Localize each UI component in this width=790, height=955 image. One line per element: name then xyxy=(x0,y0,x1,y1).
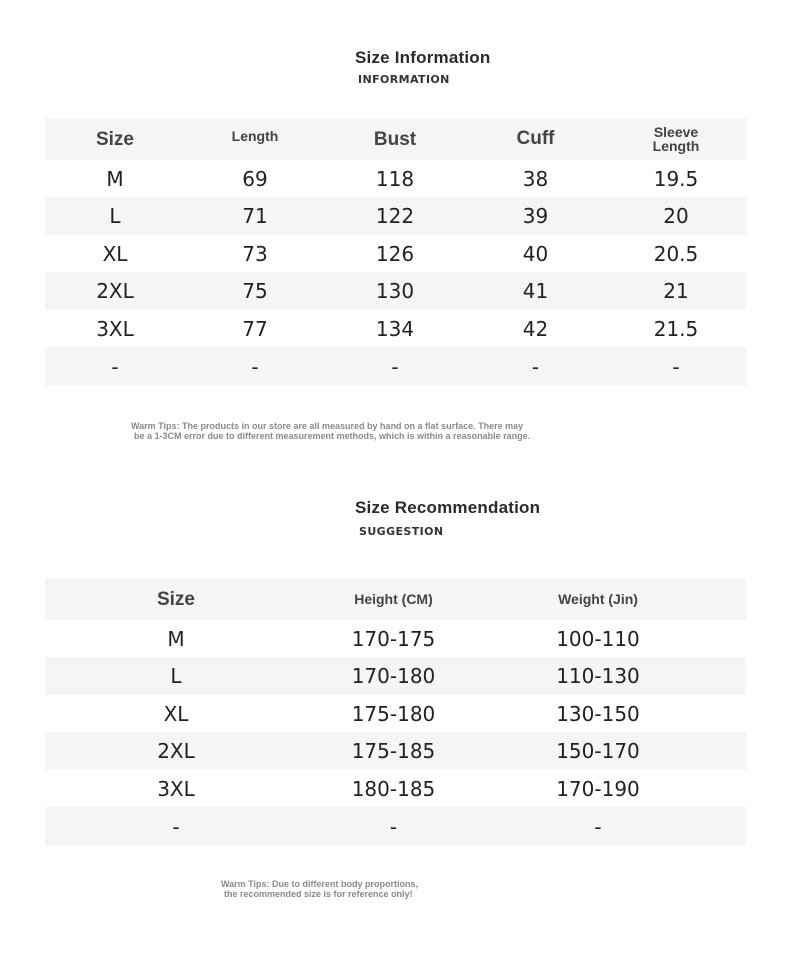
table-cell: 175-180 xyxy=(351,701,436,726)
table-cell: 2XL xyxy=(45,732,307,770)
header-size: Size xyxy=(45,578,307,620)
table-header-row xyxy=(45,578,746,620)
table-cell: - xyxy=(307,807,480,846)
table-cell: 180-185 xyxy=(351,776,436,801)
table-cell: 41 xyxy=(465,272,606,310)
table-row xyxy=(45,807,746,846)
table-cell: 3XL xyxy=(157,776,195,801)
table-cell: 170-190 xyxy=(556,776,640,801)
size-info-subtitle: INFORMATION xyxy=(358,73,450,86)
table-row xyxy=(45,160,746,197)
table-cell: - xyxy=(185,347,325,386)
table-cell: 175-185 xyxy=(307,732,480,770)
table-row xyxy=(45,770,746,807)
table-cell: 77 xyxy=(242,316,268,341)
table-row xyxy=(45,657,746,695)
table-cell: - xyxy=(45,347,185,386)
header-sleeve-length: Sleeve Length xyxy=(606,118,746,160)
table-cell: 19.5 xyxy=(653,166,699,191)
table-cell: 21 xyxy=(606,272,746,310)
table-cell: 73 xyxy=(242,241,268,266)
header-bust: Bust xyxy=(325,118,465,160)
table-cell: 3XL xyxy=(96,316,134,341)
table-cell: 75 xyxy=(185,272,325,310)
table-cell: 170-180 xyxy=(307,657,480,695)
size-info-title: Size Information xyxy=(355,48,491,67)
table-row xyxy=(45,272,746,310)
size-rec-subtitle: SUGGESTION xyxy=(359,525,444,538)
size-info-table xyxy=(45,118,746,386)
table-cell: 39 xyxy=(465,197,606,235)
table-cell: M xyxy=(167,626,185,651)
table-cell: - xyxy=(325,347,465,386)
table-cell: 134 xyxy=(375,316,415,341)
size-rec-title: Size Recommendation xyxy=(355,498,541,517)
table-cell: 69 xyxy=(242,166,268,191)
header-size: Size xyxy=(45,118,185,160)
header-weight: Weight (Jin) xyxy=(480,578,746,620)
table-header-row xyxy=(45,118,746,160)
table-cell: 2XL xyxy=(45,272,185,310)
table-cell: 71 xyxy=(185,197,325,235)
size-rec-table xyxy=(45,578,746,846)
table-cell: 130 xyxy=(325,272,465,310)
table-cell: 126 xyxy=(375,241,415,266)
table-cell: 40 xyxy=(522,241,549,266)
table-cell: - xyxy=(480,807,746,846)
table-cell: 150-170 xyxy=(480,732,746,770)
table-cell: L xyxy=(45,197,185,235)
tips-line: Warm Tips: Due to different body proportions, xyxy=(221,879,418,889)
table-cell: 118 xyxy=(375,166,415,191)
table-row xyxy=(45,695,746,732)
table-cell: 20 xyxy=(606,197,746,235)
tips-line: the recommended size is for reference only! xyxy=(224,889,413,899)
table-cell: M xyxy=(106,166,124,191)
table-row xyxy=(45,197,746,235)
table-cell: 42 xyxy=(522,316,549,341)
header-height: Height (CM) xyxy=(307,578,480,620)
table-cell: - xyxy=(606,347,746,386)
table-cell: L xyxy=(45,657,307,695)
table-cell: - xyxy=(465,347,606,386)
table-row xyxy=(45,235,746,272)
tips-line: Warm Tips: The products in our store are all measured by hand on a flat surface. There may xyxy=(131,421,524,431)
table-cell: 21.5 xyxy=(653,316,699,341)
size-rec-tips xyxy=(221,879,521,899)
header-cuff: Cuff xyxy=(465,118,606,160)
table-row xyxy=(45,732,746,770)
tips-line: be a 1-3CM error due to different measurement methods, which is within a reasonable range. xyxy=(134,431,531,441)
table-cell: 100-110 xyxy=(556,626,640,651)
size-info-tips xyxy=(131,421,631,441)
table-cell: 38 xyxy=(522,166,549,191)
table-cell: 122 xyxy=(325,197,465,235)
table-row xyxy=(45,620,746,657)
table-cell: XL xyxy=(102,241,128,266)
table-cell: 110-130 xyxy=(480,657,746,695)
header-length: Length xyxy=(185,118,325,160)
table-row xyxy=(45,310,746,347)
table-cell: 20.5 xyxy=(653,241,699,266)
table-row xyxy=(45,347,746,386)
table-cell: XL xyxy=(163,701,189,726)
table-cell: 170-175 xyxy=(351,626,436,651)
table-cell: - xyxy=(45,807,307,846)
table-cell: 130-150 xyxy=(556,701,640,726)
